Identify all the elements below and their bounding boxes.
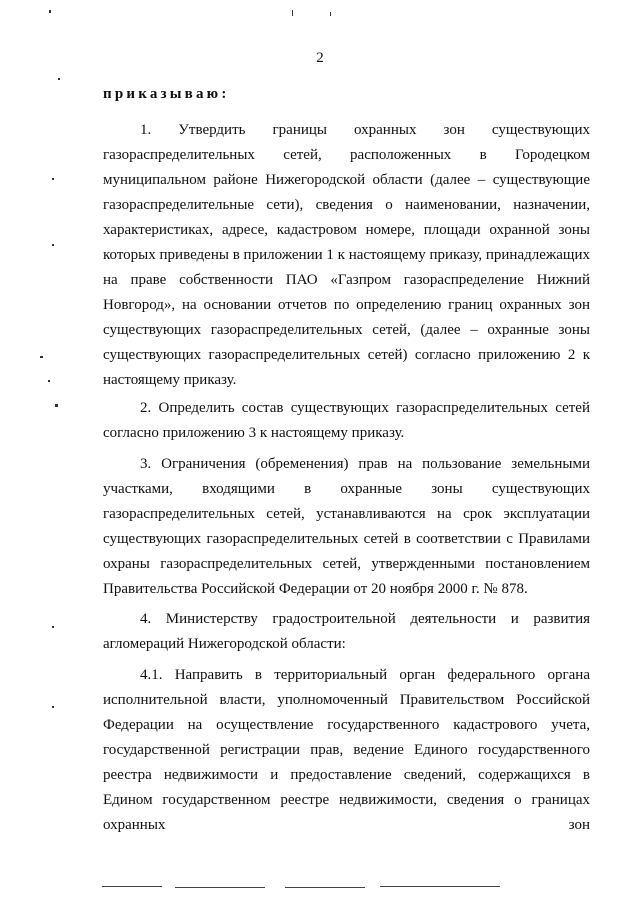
scan-mark [52,706,54,708]
paragraph-3: 3. Ограничения (обременения) прав на пользование земельными участками, входящими в охранные зоны существующих газораспределительных сетей, устанавливаются на срок эксплуатации существующих газораспределительных сетей в соответствии с Правилами охраны газораспределительных сетей, утвержденными постановлением Правительства Российской Федерации от 20 ноября 2000 г. № 878. [103,456,590,597]
bottom-scan-line [380,886,500,887]
scan-mark [49,10,51,13]
paragraph-2: 2. Определить состав существующих газораспределительных сетей согласно приложению 3 к настоящему приказу. [103,400,590,441]
scan-mark [40,356,43,358]
scan-mark [52,178,54,180]
bottom-scan-line [175,887,265,888]
page-number: 2 [316,50,324,66]
decree-heading: приказываю: [103,86,230,102]
scan-mark [48,380,50,382]
bottom-scan-line [102,886,162,887]
scan-mark [330,12,331,16]
scan-mark [292,10,293,16]
scan-mark [52,244,54,246]
scan-mark [52,626,54,628]
bottom-scan-line [285,887,365,888]
scan-mark [55,404,58,407]
paragraph-1: 1. Утвердить границы охранных зон существующих газораспределительных сетей, расположенных в Городецком муниципальном районе Нижегородской области (далее – существующие газораспределительные сети), сведения о наименовании, назначении, характеристиках, адресе, кадастровом номере, площади охранной зоны которых приведены в приложении 1 к настоящему приказу, принадлежащих на праве собственности ПАО «Газпром газораспределение Нижний Новгород», на основании отчетов по определению границ охранных зон существующих газораспределительных сетей, (далее – охранные зоны существующих газораспределительных сетей) согласно приложению 2 к настоящему приказу. [103,122,590,388]
scan-mark [58,78,60,80]
paragraph-4: 4. Министерству градостроительной деятельности и развития агломераций Нижегородской области: [103,611,590,652]
paragraph-4-1: 4.1. Направить в территориальный орган федерального органа исполнительной власти, уполномоченный Правительством Российской Федерации на осуществление государственного кадастрового учета, государственной регистрации прав, ведение Единого государственного реестра недвижимости и предоставление сведений, содержащихся в Едином государственном реестре недвижимости, сведения о границах охранных зон [103,667,590,833]
